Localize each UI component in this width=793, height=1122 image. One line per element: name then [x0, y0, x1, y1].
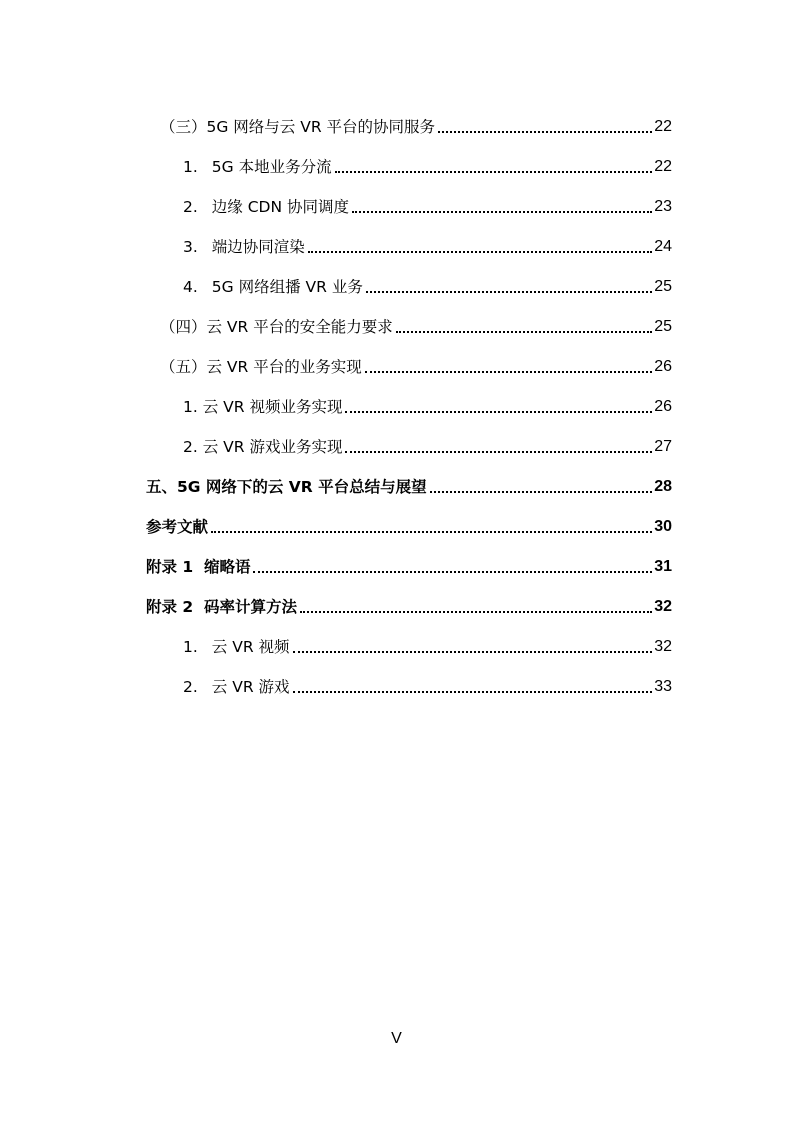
toc-entry-3-5-2[interactable]	[183, 431, 672, 457]
dot-leader	[211, 531, 652, 533]
toc-entry-number: 1.	[183, 158, 198, 176]
toc-entry-title: 5G 本地业务分流	[211, 158, 332, 176]
toc-entry-label: 附录 1 缩略语	[146, 558, 251, 576]
toc-entry-label: （三）5G 网络与云 VR 平台的协同服务	[160, 118, 436, 136]
toc-entry-label: （四）云 VR 平台的安全能力要求	[160, 318, 393, 336]
toc-entry-label	[183, 277, 364, 297]
toc-entry-page: 23	[654, 198, 672, 215]
toc-entry-number: 2.	[183, 678, 198, 696]
toc-entry-3-4[interactable]	[160, 311, 672, 337]
toc-entry-3-3-2[interactable]	[183, 191, 672, 217]
toc-entry-appendix-1[interactable]	[146, 551, 672, 577]
dot-leader	[308, 251, 652, 253]
toc-entry-page: 25	[654, 278, 672, 295]
toc-entry-appendix-2-2[interactable]	[183, 671, 672, 697]
dot-leader	[430, 491, 653, 493]
toc-entry-page: 22	[654, 118, 672, 135]
toc-entry-page: 26	[654, 398, 672, 415]
toc-entry-label	[183, 637, 291, 657]
toc-entry-label: 参考文献	[146, 518, 209, 536]
dot-leader	[253, 571, 652, 573]
toc-entry-label	[183, 197, 350, 217]
toc-entry-page: 24	[654, 238, 672, 255]
dot-leader	[366, 291, 652, 293]
toc-entry-title: 5G 网络组播 VR 业务	[211, 278, 363, 296]
dot-leader	[438, 131, 652, 133]
toc-entry-label	[183, 237, 306, 257]
dot-leader	[396, 331, 652, 333]
toc-entry-title: 端边协同渲染	[211, 238, 305, 256]
toc-entry-page: 28	[654, 478, 672, 495]
toc-entry-label: 2. 云 VR 游戏业务实现	[183, 438, 343, 456]
toc-entry-page: 33	[654, 678, 672, 695]
dot-leader	[335, 171, 653, 173]
toc-entry-page: 27	[654, 438, 672, 455]
toc-entry-label: 五、5G 网络下的云 VR 平台总结与展望	[146, 478, 427, 496]
toc-entry-chapter-5[interactable]	[146, 471, 672, 497]
toc-entry-number: 3.	[183, 238, 198, 256]
toc-entry-page: 32	[654, 638, 672, 655]
toc-entry-appendix-2[interactable]	[146, 591, 672, 617]
toc-entry-3-3-3[interactable]	[183, 231, 672, 257]
toc-entry-appendix-2-1[interactable]	[183, 631, 672, 657]
dot-leader	[352, 211, 652, 213]
toc-entry-title: 边缘 CDN 协同调度	[211, 198, 350, 216]
toc-entry-page: 30	[654, 518, 672, 535]
toc-entry-label: 1. 云 VR 视频业务实现	[183, 398, 343, 416]
toc-entry-page: 26	[654, 358, 672, 375]
dot-leader	[345, 451, 652, 453]
toc-entry-number: 2.	[183, 198, 198, 216]
toc-entry-page: 32	[654, 598, 672, 615]
toc-entry-3-5[interactable]	[160, 351, 672, 377]
toc-entry-page: 22	[654, 158, 672, 175]
dot-leader	[345, 411, 652, 413]
toc-entry-3-3[interactable]	[160, 111, 672, 137]
toc-entry-number: 1.	[183, 638, 198, 656]
toc-entry-title: 云 VR 游戏	[211, 678, 290, 696]
toc-entry-label	[183, 677, 291, 697]
page-number: V	[391, 1030, 402, 1047]
toc-entry-page: 31	[654, 558, 672, 575]
toc-entry-3-3-4[interactable]	[183, 271, 672, 297]
toc-entry-page: 25	[654, 318, 672, 335]
toc-entry-label: （五）云 VR 平台的业务实现	[160, 358, 362, 376]
toc-entry-label: 附录 2 码率计算方法	[146, 598, 297, 616]
dot-leader	[293, 651, 653, 653]
toc-entry-references[interactable]	[146, 511, 672, 537]
toc-entry-title: 云 VR 视频	[211, 638, 290, 656]
toc-entry-label	[183, 157, 333, 177]
toc-entry-3-5-1[interactable]	[183, 391, 672, 417]
toc-entry-3-3-1[interactable]	[183, 151, 672, 177]
dot-leader	[293, 691, 653, 693]
toc-entry-number: 4.	[183, 278, 198, 296]
dot-leader	[300, 611, 652, 613]
dot-leader	[365, 371, 652, 373]
